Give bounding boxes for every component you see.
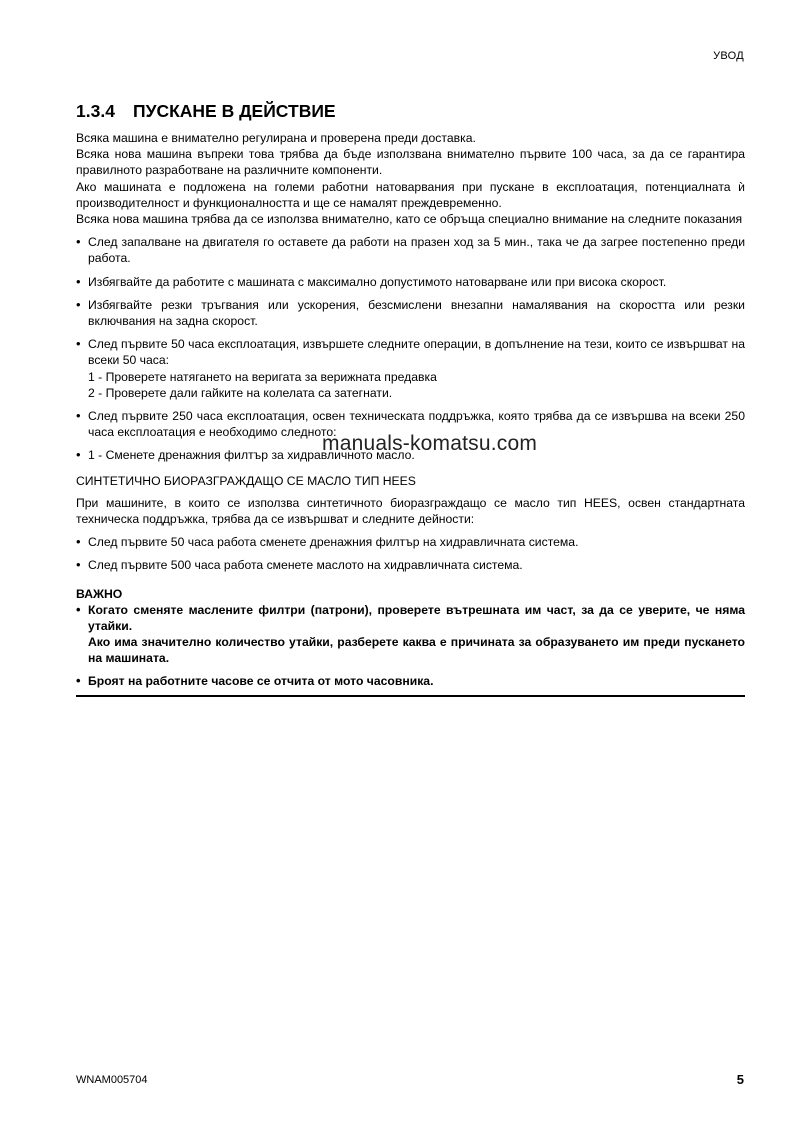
page-content bbox=[76, 130, 745, 697]
section-title bbox=[76, 101, 336, 122]
important-item bbox=[76, 673, 745, 689]
list-item bbox=[76, 234, 745, 266]
list-item-text: След първите 50 часа работа сменете дренажния филтър на хидравличната система. bbox=[88, 535, 579, 550]
intro-line: Ако машината е подложена на големи работни натоварвания при пускане в експлоатация, потенциалната ѝ производителност и функционалността и ще се намалят преждевременно. bbox=[76, 179, 745, 210]
important-list bbox=[76, 602, 745, 689]
page-number: 5 bbox=[736, 1072, 744, 1087]
running-header: УВОД bbox=[713, 50, 744, 62]
section-number: 1.3.4 bbox=[76, 101, 115, 121]
important-item-text: Броят на работните часове се отчита от мото часовника. bbox=[88, 673, 434, 688]
section-divider bbox=[76, 695, 745, 697]
list-item-text: След първите 50 часа експлоатация, извършете следните операции, в допълнение на тези, които се извършват на всеки 50 часа: bbox=[88, 337, 745, 368]
list-item-text: Избягвайте да работите с машината с максимално допустимото натоварване или при висока скорост. bbox=[88, 274, 667, 289]
intro-line: Всяка нова машина трябва да се използва внимателно, като се обръща специално внимание на следните показания bbox=[76, 212, 743, 227]
list-item bbox=[76, 534, 745, 550]
hees-paragraph: При машините, в които се използва синтетичното биоразграждащо се масло тип HEES, освен стандартната техническа поддръжка, трябва да се извършват и следните дейности: bbox=[76, 495, 745, 527]
sub-step: 2 - Проверете дали гайките на колелата са затегнати. bbox=[88, 385, 393, 400]
list-item-text: Избягвайте резки тръгвания или ускорения, безсмислени внезапни намалявания на скоростта или резки включвания на задна скорост. bbox=[88, 297, 745, 329]
section-title-text: ПУСКАНЕ В ДЕЙСТВИЕ bbox=[133, 101, 336, 121]
important-item-text: Когато сменяте маслените филтри (патрони), проверете вътрешната им част, за да се уверите, че няма утайки. bbox=[88, 602, 745, 634]
list-item-text: След първите 250 часа експлоатация, освен техническата поддръжка, която трябва да се извършва на всеки 250 часа експлоатация е необходимо следното: bbox=[88, 409, 745, 440]
hees-heading: СИНТЕТИЧНО БИОРАЗГРАЖДАЩО СЕ МАСЛО ТИП HEES bbox=[76, 473, 416, 488]
list-item bbox=[76, 274, 745, 290]
list-item bbox=[76, 557, 745, 573]
intro-line: Всяка машина е внимателно регулирана и проверена преди доставка. bbox=[76, 131, 476, 145]
hees-list bbox=[76, 534, 745, 573]
important-item-text: Ако има значително количество утайки, разберете каква е причината за образуването им преди пускането на машината. bbox=[88, 635, 745, 666]
break-in-list bbox=[76, 234, 745, 463]
list-item-text: След първите 500 часа работа сменете маслото на хидравличната система. bbox=[88, 558, 523, 573]
intro-line: Всяка нова машина въпреки това трябва да бъде използвана внимателно първите 100 часа, за да се гарантира правилното разработване на различните компоненти. bbox=[76, 147, 745, 178]
important-item bbox=[76, 602, 745, 667]
watermark: manuals-komatsu.com bbox=[322, 432, 538, 455]
list-item-text: 1 - Сменете дренажния филтър за хидравличното масло. bbox=[88, 448, 415, 463]
sub-step: 1 - Проверете натягането на веригата за верижната предавка bbox=[88, 369, 437, 384]
list-item bbox=[76, 297, 745, 329]
document-code: WNAM005704 bbox=[76, 1074, 148, 1086]
list-item bbox=[76, 336, 745, 401]
list-item-text: След запалване на двигателя го оставете да работи на празен ход за 5 мин., така че да загрее постепенно преди работа. bbox=[88, 235, 745, 266]
important-heading: ВАЖНО bbox=[76, 586, 123, 601]
